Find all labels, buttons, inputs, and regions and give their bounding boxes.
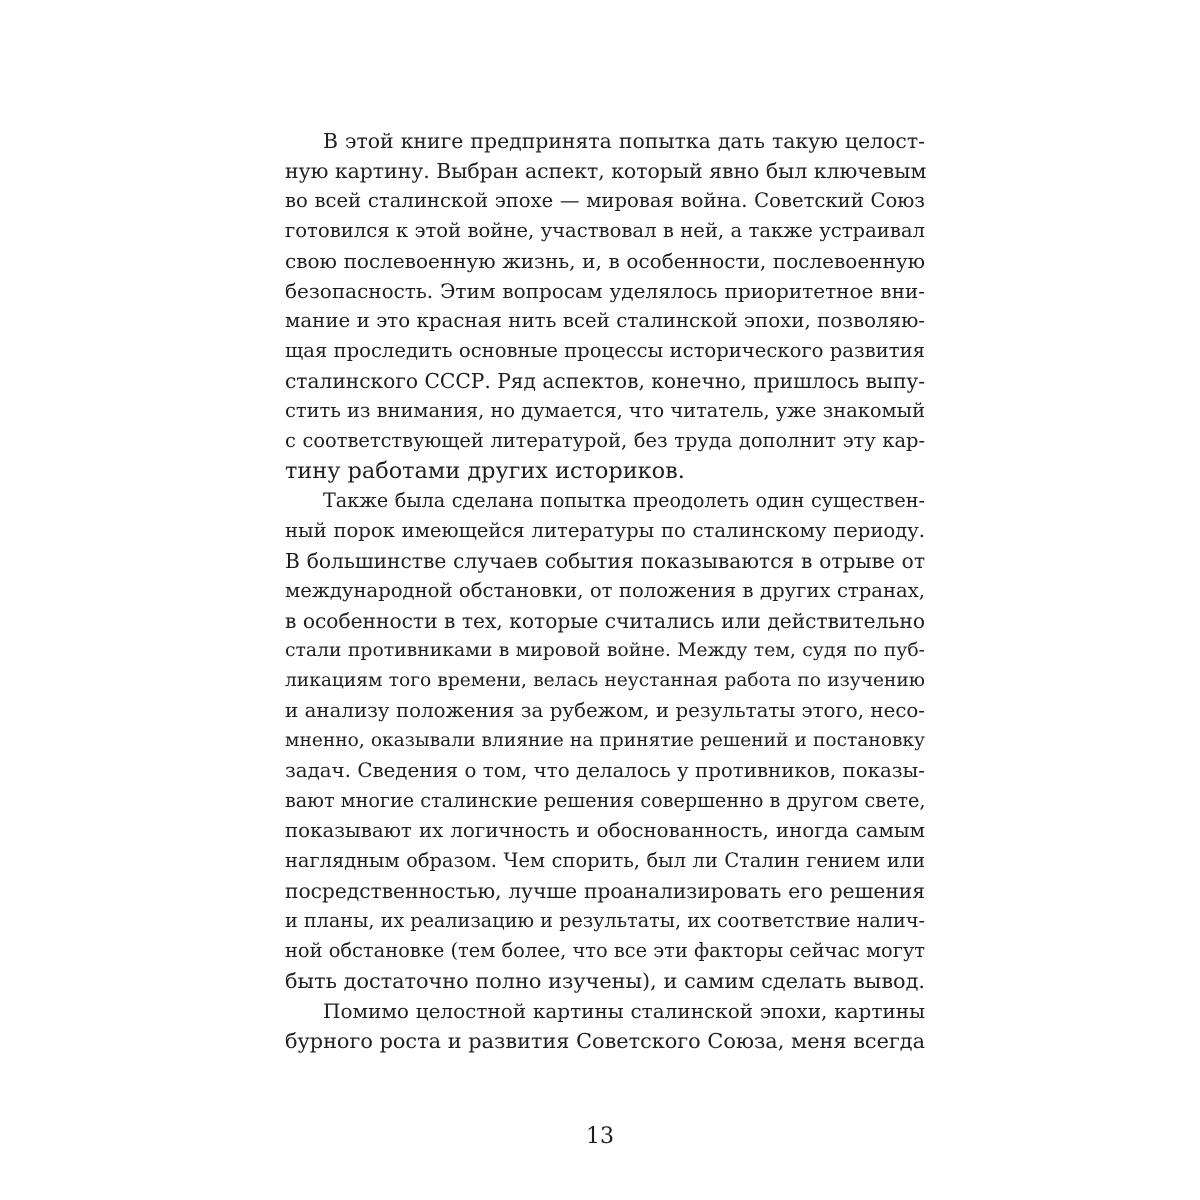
text-line: посредственностью, лучше проанализировать его решения [285, 879, 925, 903]
text-line: тину работами других историков. [285, 458, 685, 484]
text-line: вают многие сталинские решения совершенно в другом свете, [285, 789, 926, 812]
text-line: В этой книге предпринята попытка дать такую целост- [323, 129, 925, 153]
text-line: Помимо целостной картины сталинской эпохи, картины [323, 999, 925, 1023]
text-line: в особенности в тех, которые считались или действительно [285, 609, 925, 633]
text-line: наглядным образом. Чем спорить, был ли Сталин гением или [285, 849, 925, 872]
text-line: задач. Сведения о том, что делалось у противников, показы- [285, 759, 925, 782]
text-line: с соответствующей литературой, без труда дополнит эту кар- [285, 429, 925, 452]
text-line: быть достаточно полно изучены), и самим сделать вывод. [285, 969, 925, 993]
text-line: стали противниками в мировой войне. Между тем, судя по пуб- [285, 640, 925, 661]
text-line: ную картину. Выбран аспект, который явно был ключевым [285, 159, 927, 183]
text-line: В большинстве случаев события показываются в отрыве от [285, 549, 925, 573]
text-line: Также была сделана попытка преодолеть один существен- [323, 489, 925, 512]
text-line: ный порок имеющейся литературы по сталинскому периоду. [285, 519, 925, 542]
text-line: и анализу положения за рубежом, и результаты этого, несо- [285, 699, 925, 722]
text-line: готовился к этой войне, участвовал в ней, а также устраивал [285, 219, 925, 242]
text-line: свою послевоенную жизнь, и, в особенности, послевоенную [285, 249, 925, 273]
text-line: во всей сталинской эпохе — мировая война. Советский Союз [285, 189, 925, 212]
page-number: 13 [586, 1124, 614, 1149]
text-line: сталинского СССР. Ряд аспектов, конечно, пришлось выпу- [285, 369, 926, 393]
text-line: стить из внимания, но думается, что читатель, уже знакомый [285, 399, 925, 422]
text-line: безопасность. Этим вопросам уделялось приоритетное вни- [285, 279, 925, 303]
text-line: мненно, оказывали влияние на принятие решений и постановку [285, 730, 925, 751]
text-line: бурного роста и развития Советского Союза, меня всегда [285, 1029, 925, 1053]
text-line: и планы, их реализацию и результаты, их соответствие налич- [285, 909, 925, 932]
text-line: ликациям того времени, велась неустанная работа по изучению [285, 670, 925, 691]
text-line: щая проследить основные процессы исторического развития [285, 339, 925, 362]
text-line: показывают их логичность и обоснованность, иногда самым [285, 819, 925, 842]
text-line: международной обстановки, от положения в других странах, [285, 579, 925, 602]
text-line: ной обстановке (тем более, что все эти факторы сейчас могут [285, 939, 925, 962]
text-line: мание и это красная нить всей сталинской эпохи, позволяю- [285, 309, 925, 332]
